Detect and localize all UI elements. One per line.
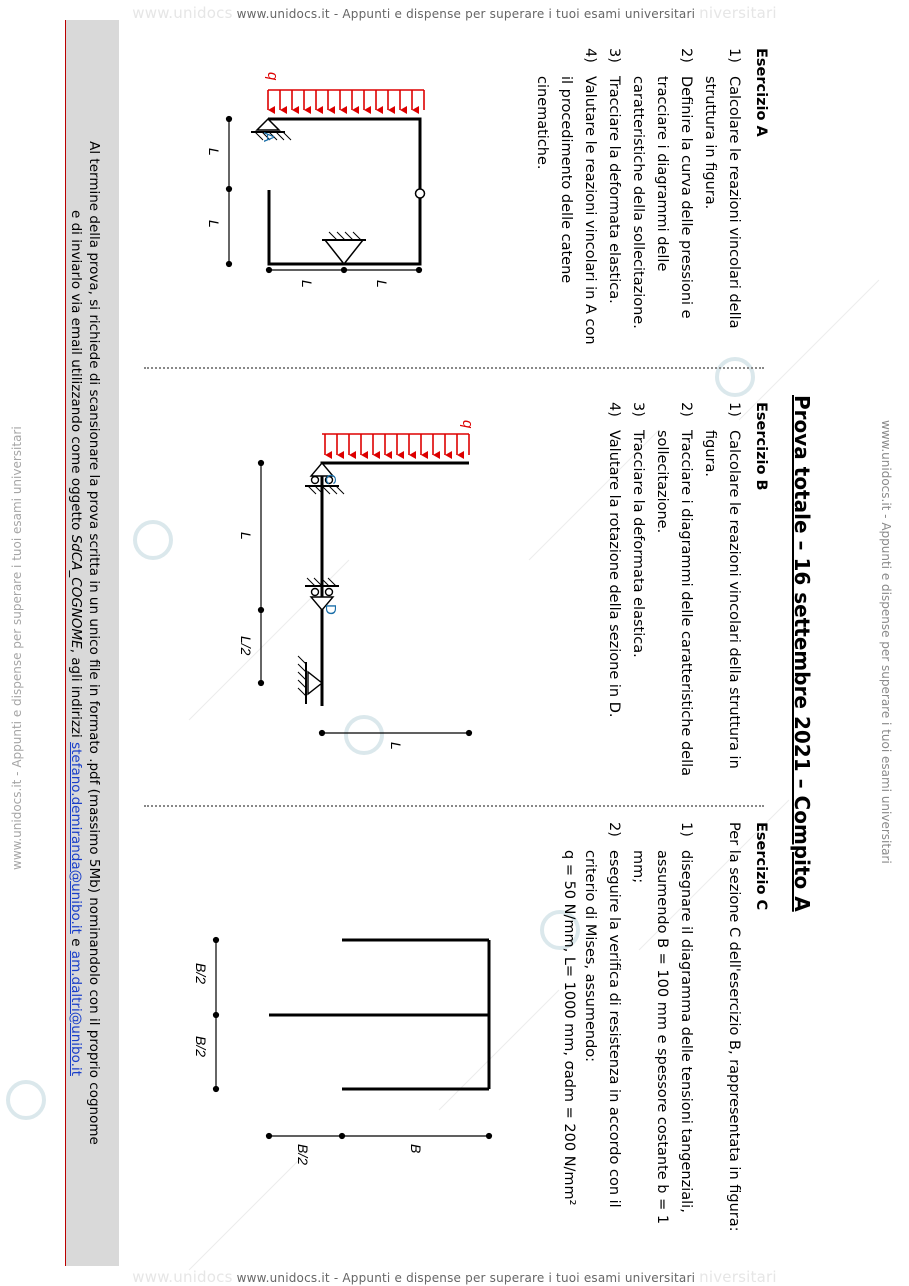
- load-q-b: [322, 434, 469, 455]
- label-support-c: C: [322, 474, 339, 485]
- footer-line-1: Al termine della prova, si richiede di scansionare la prova scritta in un unico file in formato .pdf (massimo 5Mb) nominandolo con il proprio cognome: [86, 141, 102, 1145]
- exercise-c-intro: Per la sezione C dell'esercizio B, rappresentata in figura:: [726, 822, 742, 1232]
- separator-left: [144, 367, 764, 369]
- item-number: 2): [606, 822, 622, 837]
- label-support-d: D: [322, 604, 339, 615]
- item-text: Tracciare i diagrammi delle caratteristiche della sollecitazione.: [654, 430, 694, 777]
- exercise-a-item-3: [602, 48, 626, 348]
- item-text: Valutare la rotazione della sezione in D.: [606, 430, 622, 718]
- watermark-banner-bottom: www.unidocs.it - Appunti e dispense per superare i tuoi esami universitari: [236, 1271, 696, 1285]
- page-title: Prova totale – 16 settembre 2021 – Compito A: [790, 395, 814, 912]
- exercise-b-item-2: [650, 402, 698, 782]
- dim-b-v: L: [388, 742, 404, 750]
- exercise-a-item-4: [530, 48, 602, 348]
- figure-c: [193, 938, 492, 1166]
- exercise-b-item-4: [602, 402, 626, 782]
- item-number: 2): [678, 48, 694, 63]
- load-q-a: [268, 90, 424, 110]
- figure-a: [206, 72, 425, 288]
- dims-a: [227, 117, 422, 273]
- exercise-b-list: [602, 402, 746, 782]
- separator-right: [144, 805, 764, 807]
- label-q-b: q: [459, 420, 476, 429]
- item-number: 1): [726, 402, 742, 417]
- watermark-ghost-right: niversitari: [699, 4, 777, 22]
- footer-line-2-mid: , agli indirizzi: [68, 648, 84, 738]
- dim-a-v2: L: [299, 280, 315, 288]
- dim-c-top2: B/2: [193, 1036, 209, 1058]
- dims-c: [214, 938, 492, 1139]
- item-number: 3): [630, 402, 646, 417]
- dim-c-top1: B/2: [193, 963, 209, 985]
- item-text: Definire la curva delle pressioni e tracciare i diagrammi delle caratteristiche della sollecitazione.: [630, 76, 694, 329]
- footer-instructions: [67, 40, 103, 1246]
- watermark-ghost-left: www.unidocs: [132, 4, 233, 22]
- frame-b: [322, 463, 469, 706]
- hinge-a: [416, 189, 425, 198]
- exercise-a-list: [530, 48, 746, 348]
- exercise-c-params: q = 50 N/mm, L= 1000 mm, σadm = 200 N/mm²: [561, 850, 577, 1206]
- email-subject: SdCA_COGNOME: [68, 534, 84, 649]
- item-number: 1): [726, 48, 742, 63]
- exercise-b-item-3: [626, 402, 650, 782]
- item-text: Tracciare la deformata elastica.: [606, 76, 622, 304]
- item-text: Valutare le reazioni vincolari in A con il procedimento delle catene cinematiche.: [534, 76, 598, 345]
- watermark-ghost-right-bottom: niversitari: [699, 1268, 777, 1286]
- dim-c-bottom: B/2: [295, 1144, 311, 1166]
- exercise-a-title: Esercizio A: [753, 48, 769, 137]
- watermark-banner-top: www.unidocs.it - Appunti e dispense per superare i tuoi esami universitari: [236, 7, 696, 21]
- dim-c-right: B: [408, 1144, 424, 1154]
- item-number: 2): [678, 402, 694, 417]
- item-text: Calcolare le reazioni vincolari della struttura in figura.: [702, 76, 742, 329]
- exercise-c-item-1: [626, 822, 698, 1242]
- exercise-b-title: Esercizio B: [753, 402, 769, 491]
- section-c: [269, 940, 489, 1089]
- item-text: Calcolare le reazioni vincolari della struttura in figura.: [702, 430, 742, 769]
- label-q-a: q: [264, 72, 281, 81]
- support-b-mid: [322, 232, 366, 264]
- dims-b: [259, 461, 472, 736]
- watermark-right: www.unidocs.it - Appunti e dispense per superare i tuoi esami universitari: [879, 420, 893, 864]
- exercise-a-item-2: [626, 48, 698, 348]
- exercise-c-item-2: [578, 822, 626, 1242]
- footer-line-2-pre: e di inviarlo via email utilizzando come oggetto: [68, 210, 84, 531]
- email-link-2[interactable]: am.daltri@unibo.it: [68, 950, 84, 1076]
- figure-b: [238, 420, 476, 750]
- item-text: disegnare il diagramma delle tensioni tangenziali, assumendo B = 100 mm e spessore costante b = 1 mm;: [630, 850, 694, 1225]
- exercise-c-list: [578, 822, 698, 1242]
- footer-and: e: [68, 938, 84, 947]
- watermark-lines: [189, 280, 879, 1270]
- item-number: 3): [606, 48, 622, 63]
- item-number: 4): [606, 402, 622, 417]
- dim-a-h1: L: [206, 148, 222, 156]
- dim-a-h2: L: [206, 220, 222, 228]
- dim-a-v1: L: [374, 280, 390, 288]
- email-link-1[interactable]: stefano.demiranda@unibo.it: [68, 742, 84, 934]
- dim-b-h1: L: [238, 532, 254, 540]
- item-text: eseguire la verifica di resistenza in accordo con il criterio di Mises, assumendo:: [582, 850, 622, 1208]
- item-number: 4): [582, 48, 598, 63]
- footer-line-2: [67, 40, 85, 1246]
- item-number: 1): [678, 822, 694, 837]
- exercise-b-item-1: [698, 402, 746, 782]
- item-text: Tracciare la deformata elastica.: [630, 430, 646, 658]
- watermark-ghost-left-bottom: www.unidocs: [132, 1268, 233, 1286]
- support-end-b: [298, 656, 322, 704]
- exercise-c-title: Esercizio C: [753, 822, 769, 911]
- dim-b-h2: L/2: [238, 636, 254, 656]
- exercise-a-item-1: [698, 48, 746, 348]
- label-support-a: A: [260, 132, 277, 143]
- watermark-left: www.unidocs.it - Appunti e dispense per superare i tuoi esami universitari: [10, 426, 24, 870]
